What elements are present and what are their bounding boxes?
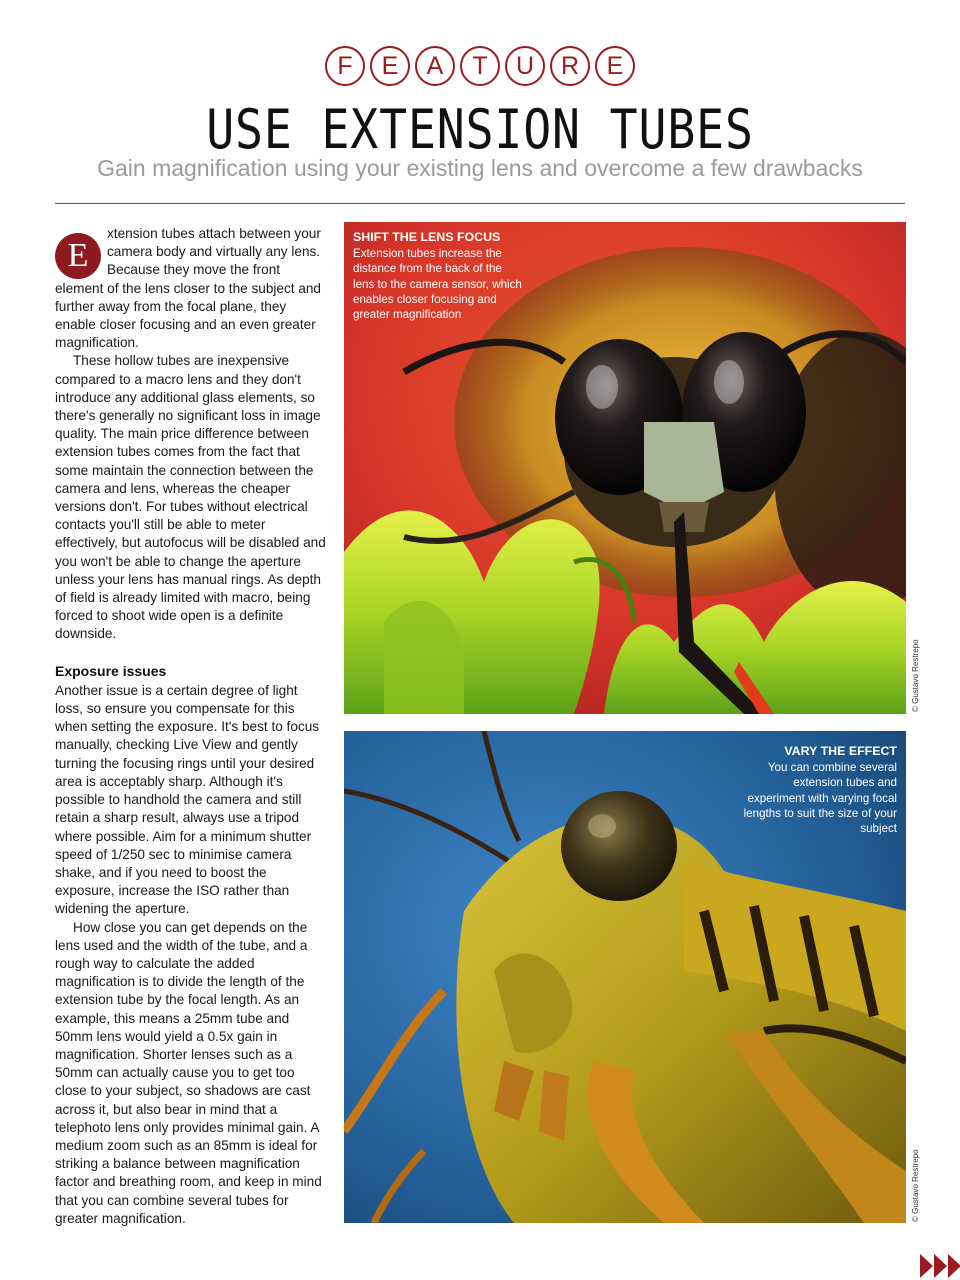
top-caption-text: Extension tubes increase the distance from the back of the lens to the camera sensor, which enables closer focusing and greater magnification	[353, 247, 522, 322]
kicker-letter: R	[550, 46, 590, 86]
article-paragraph-4: How close you can get depends on the lens used and the width of the tube, and a rough way to calculate the added magnification is to divide the length of the extension tube by the focal length. As an example, this means a 25mm tube and 50mm lens would yield a 0.5x gain in magnification. Shorter lenses such as a 50mm can actually cause you to get too close to your subject, so shadows are cast across it, but also bear in mind that a telephoto lens only provides minimal gain. A medium zoom such as an 85mm is ideal for striking a balance between magnification factor and breathing room, and keep in mind that you can combine several tubes for greater magnification.	[55, 919, 322, 1226]
arrow-icon	[934, 1254, 947, 1278]
arrow-icon	[920, 1254, 933, 1278]
kicker-letter: A	[415, 46, 455, 86]
arrow-icon	[948, 1254, 960, 1278]
drop-cap: E	[55, 233, 101, 279]
kicker-letter: E	[595, 46, 635, 86]
section-heading: Exposure issues	[55, 662, 167, 679]
top-photo-credit: © Gustavo Restrepo	[911, 639, 920, 712]
bottom-photo-credit: © Gustavo Restrepo	[911, 1149, 920, 1222]
header-divider	[55, 203, 905, 204]
bottom-caption-text: You can combine several extension tubes and experiment with varying focal lengths to suit the size of your subject	[743, 761, 897, 836]
kicker-letter: U	[505, 46, 545, 86]
next-page-arrows-icon[interactable]	[920, 1254, 960, 1278]
kicker-letter: F	[325, 46, 365, 86]
top-caption-heading: SHIFT THE LENS FOCUS	[353, 230, 501, 244]
page-title: USE EXTENSION TUBES	[206, 98, 754, 161]
article-paragraph-2: These hollow tubes are inexpensive compared to a macro lens and they don't introduce any additional glass elements, so there's generally no significant loss in image quality. The main price difference between extension tubes comes from the fact that some maintain the connection between the camera and lens, whereas the cheaper versions don't. For tubes without electrical contacts you'll still be able to meter effectively, but autofocus will be disabled and you won't be able to change the aperture unless your lens has manual rings. As depth of field is already limited with macro, being forced to shoot wide open is a definite downside.	[55, 353, 326, 642]
kicker-letter: T	[460, 46, 500, 86]
article-body	[55, 225, 327, 1228]
kicker-letter: E	[370, 46, 410, 86]
bottom-photo-caption	[742, 744, 897, 836]
paragraph-1-text: xtension tubes attach between your camera body and virtually any lens. Because they move the front element of the lens closer to the subject and further away from the focal plane, they enable closer focusing and an even greater magnification.	[55, 226, 321, 351]
article-paragraph-3: Another issue is a certain degree of light loss, so ensure you compensate for this when setting the exposure. It's best to focus manually, checking Live View and gently turning the focusing rings until your desired area is acceptably sharp. Although it's possible to handhold the camera and still retain a sharp result, always use a tripod where possible. Aim for a minimum shutter speed of 1/250 sec to minimise camera shake, and if you need to boost the exposure, increase the ISO rather than widening the aperture.	[55, 682, 320, 917]
top-photo-caption	[353, 230, 525, 322]
page-subtitle: Gain magnification using your existing lens and overcome a few drawbacks	[97, 155, 863, 181]
feature-kicker	[0, 46, 960, 86]
article-paragraph-1	[55, 225, 327, 352]
bottom-caption-heading: VARY THE EFFECT	[784, 744, 897, 758]
